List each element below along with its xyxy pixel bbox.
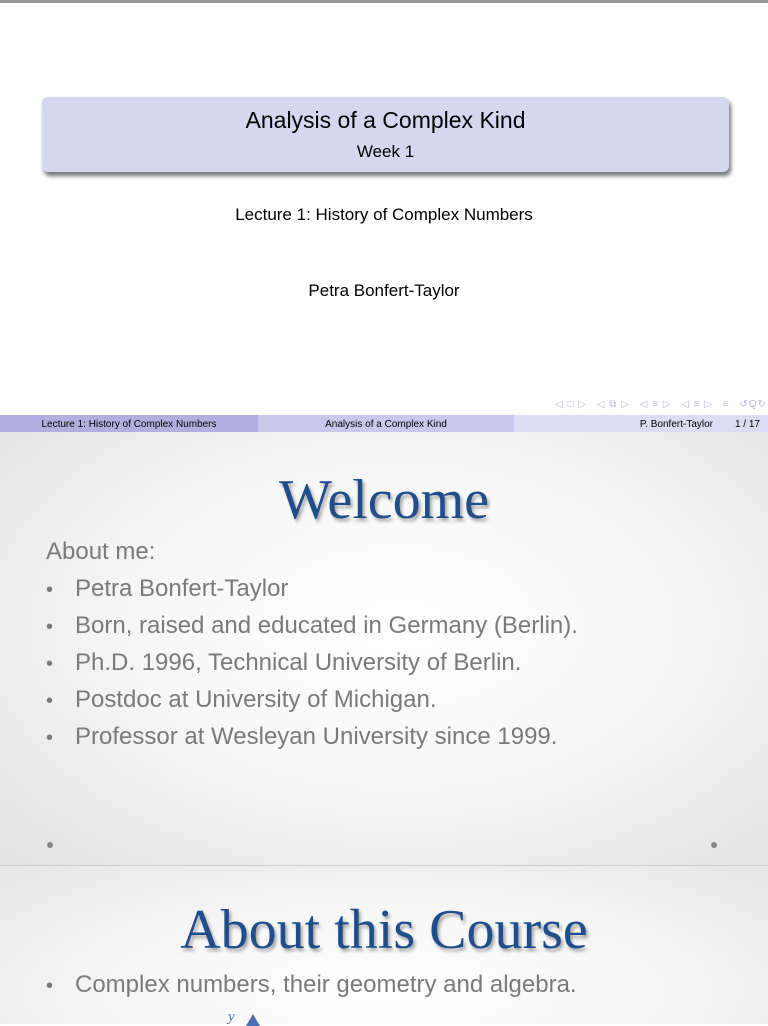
nav-frame-icon[interactable]: ◁ □ ▷ <box>555 399 587 410</box>
list-item <box>46 648 578 685</box>
list-item <box>46 970 577 1001</box>
welcome-slide <box>0 432 768 865</box>
about-me-heading: About me: <box>46 538 156 565</box>
page-number: 1 / 17 <box>734 419 760 430</box>
course-title: About this Course <box>180 899 588 961</box>
list-item-text: Complex numbers, their geometry and algebra. <box>75 971 577 998</box>
list-item <box>46 685 578 722</box>
axis-arrow-icon <box>246 1014 260 1026</box>
axis-label: y <box>228 1009 235 1025</box>
list-item-text: Ph.D. 1996, Technical University of Berlin. <box>75 649 522 676</box>
list-item <box>46 722 578 759</box>
bullet-icon: • <box>46 579 54 601</box>
footer-course: Analysis of a Complex Kind <box>258 415 514 435</box>
list-item <box>46 611 578 648</box>
lecture-title: Lecture 1: History of Complex Numbers <box>235 205 533 224</box>
bullet-icon: • <box>46 616 54 638</box>
decorative-dot-left <box>47 842 53 848</box>
welcome-title: Welcome <box>278 469 490 531</box>
presentation-title: Analysis of a Complex Kind <box>245 107 526 133</box>
author-name: Petra Bonfert-Taylor <box>308 281 460 300</box>
week-label: Week 1 <box>356 142 415 161</box>
footer-lecture: Lecture 1: History of Complex Numbers <box>0 415 258 435</box>
nav-search-icon[interactable]: ↺Q↻ <box>739 399 767 410</box>
list-item <box>46 574 578 611</box>
decorative-dot-right <box>711 842 717 848</box>
bullet-icon: • <box>46 653 54 675</box>
nav-section-icon[interactable]: ◁ ≡ ▷ <box>639 399 672 410</box>
list-item-text: Petra Bonfert-Taylor <box>75 575 289 602</box>
about-me-list <box>46 574 578 759</box>
beamer-navigation[interactable] <box>555 399 765 411</box>
title-box <box>42 97 729 172</box>
nav-subsection-icon[interactable]: ◁ ⧉ ▷ <box>596 399 630 410</box>
nav-toc-icon[interactable]: ≡ <box>722 399 730 410</box>
course-topics-list <box>46 970 577 1001</box>
list-item-text: Postdoc at University of Michigan. <box>75 686 437 713</box>
list-item-text: Born, raised and educated in Germany (Berlin). <box>75 612 578 639</box>
bullet-icon: • <box>46 975 54 997</box>
course-slide <box>0 866 768 1024</box>
bullet-icon: • <box>46 727 54 749</box>
list-item-text: Professor at Wesleyan University since 1999. <box>75 723 558 750</box>
title-slide <box>0 3 768 432</box>
nav-document-icon[interactable]: ◁ ≡ ▷ <box>681 399 713 410</box>
footer-author: P. Bonfert-Taylor <box>639 419 713 430</box>
bullet-icon: • <box>46 690 54 712</box>
